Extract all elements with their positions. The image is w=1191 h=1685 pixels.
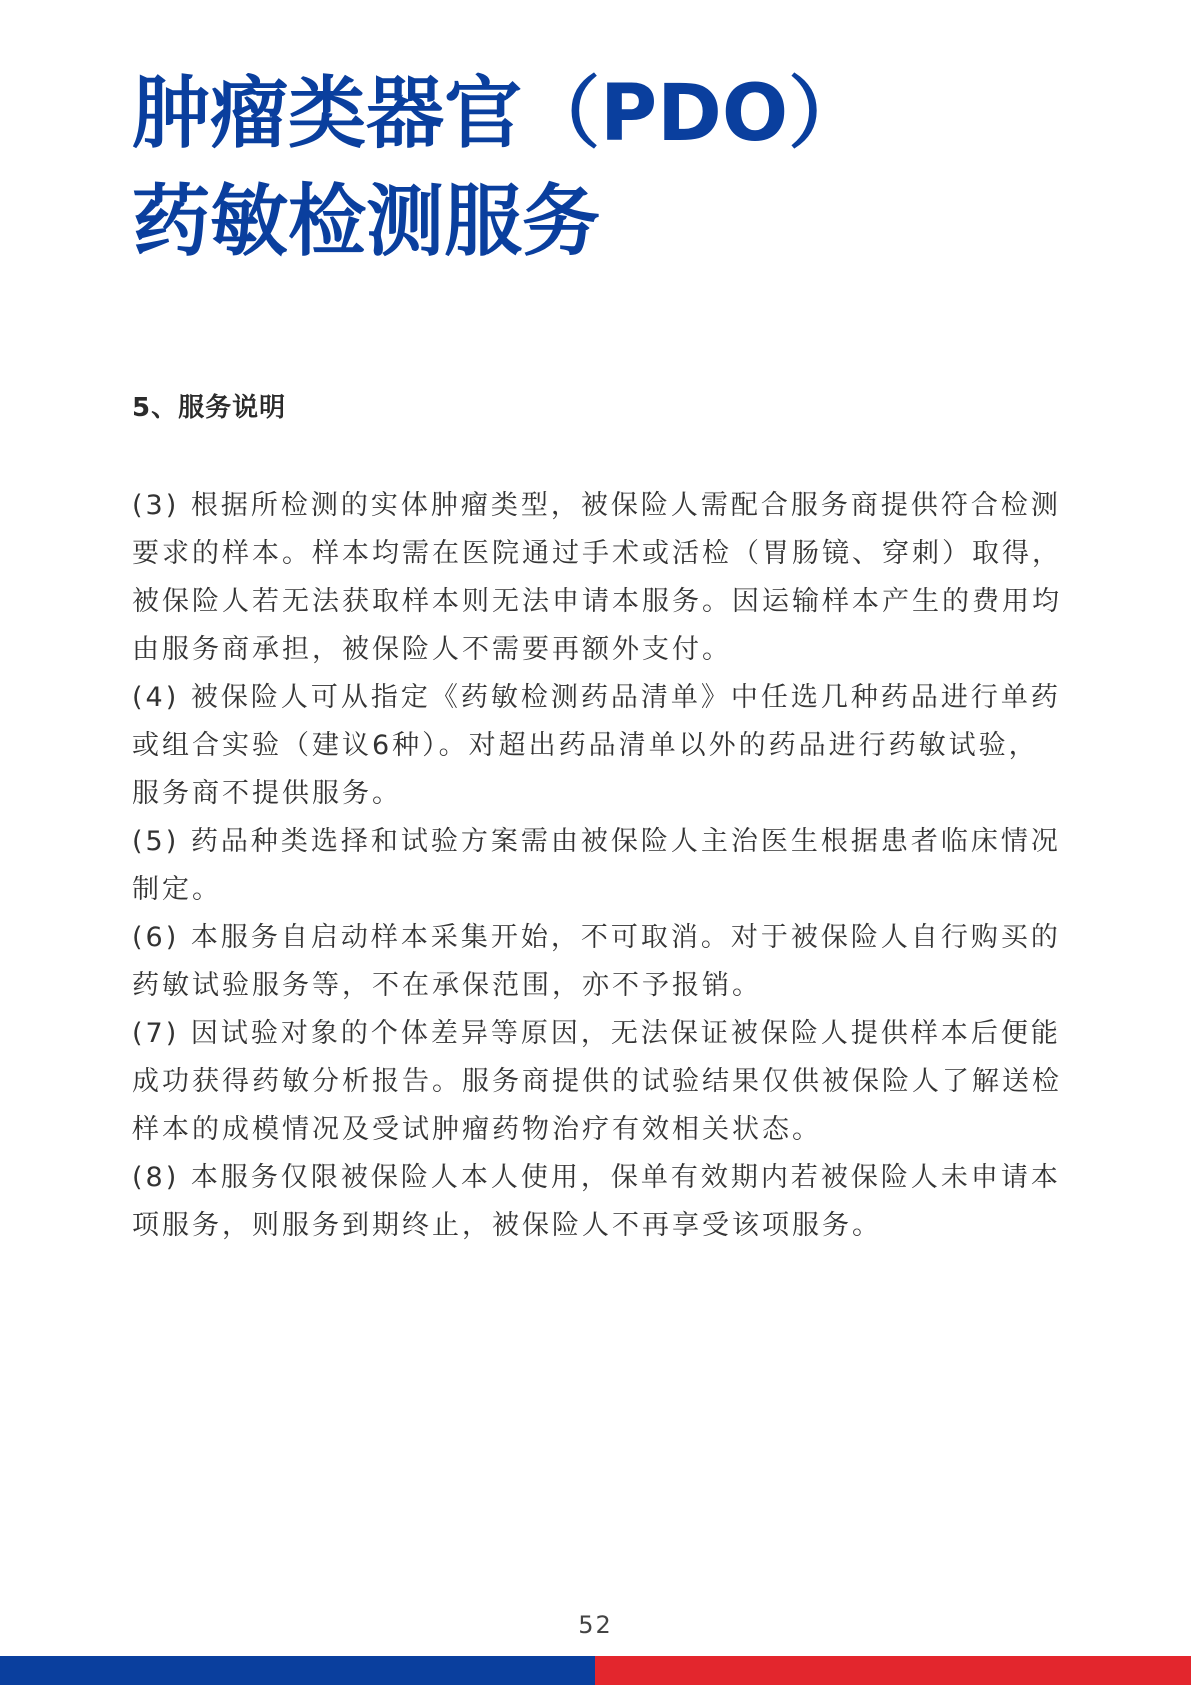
text-line: 制定。: [132, 874, 222, 905]
text-line: 成功获得药敏分析报告。服务商提供的试验结果仅供被保险人了解送检: [132, 1066, 1062, 1097]
text-line: (5) 药品种类选择和试验方案需由被保险人主治医生根据患者临床情况: [132, 826, 1061, 857]
text-line: 药敏试验服务等，不在承保范围，亦不予报销。: [132, 970, 762, 1001]
service-description: [132, 482, 1092, 1250]
text-line: 服务商不提供服务。: [132, 778, 402, 809]
text-line: 项服务，则服务到期终止，被保险人不再享受该项服务。: [132, 1210, 882, 1241]
text-line: (7) 因试验对象的个体差异等原因，无法保证被保险人提供样本后便能: [132, 1018, 1061, 1049]
text-line: 由服务商承担，被保险人不需要再额外支付。: [132, 634, 732, 665]
section-heading: 5、服务说明: [132, 393, 287, 423]
text-line: (3) 根据所检测的实体肿瘤类型，被保险人需配合服务商提供符合检测: [132, 490, 1061, 521]
title-line-1: 肿瘤类器官（PDO）: [132, 69, 867, 159]
text-line: (6) 本服务自启动样本采集开始，不可取消。对于被保险人自行购买的: [132, 922, 1061, 953]
text-line: 样本的成模情况及受试肿瘤药物治疗有效相关状态。: [132, 1114, 822, 1145]
page-title: [132, 60, 866, 276]
footer-bar-red: [595, 1656, 1191, 1685]
text-line: 被保险人若无法获取样本则无法申请本服务。因运输样本产生的费用均: [132, 586, 1062, 617]
text-line: 或组合实验（建议6种）。对超出药品清单以外的药品进行药敏试验，: [132, 730, 1039, 761]
text-line: 要求的样本。样本均需在医院通过手术或活检（胃肠镜、穿刺）取得，: [132, 538, 1062, 569]
page-number: 52: [578, 1611, 613, 1639]
text-line: (4) 被保险人可从指定《药敏检测药品清单》中任选几种药品进行单药: [132, 682, 1061, 713]
text-line: (8) 本服务仅限被保险人本人使用，保单有效期内若被保险人未申请本: [132, 1162, 1061, 1193]
footer-bar-blue: [0, 1656, 595, 1685]
title-line-2: 药敏检测服务: [132, 177, 601, 267]
